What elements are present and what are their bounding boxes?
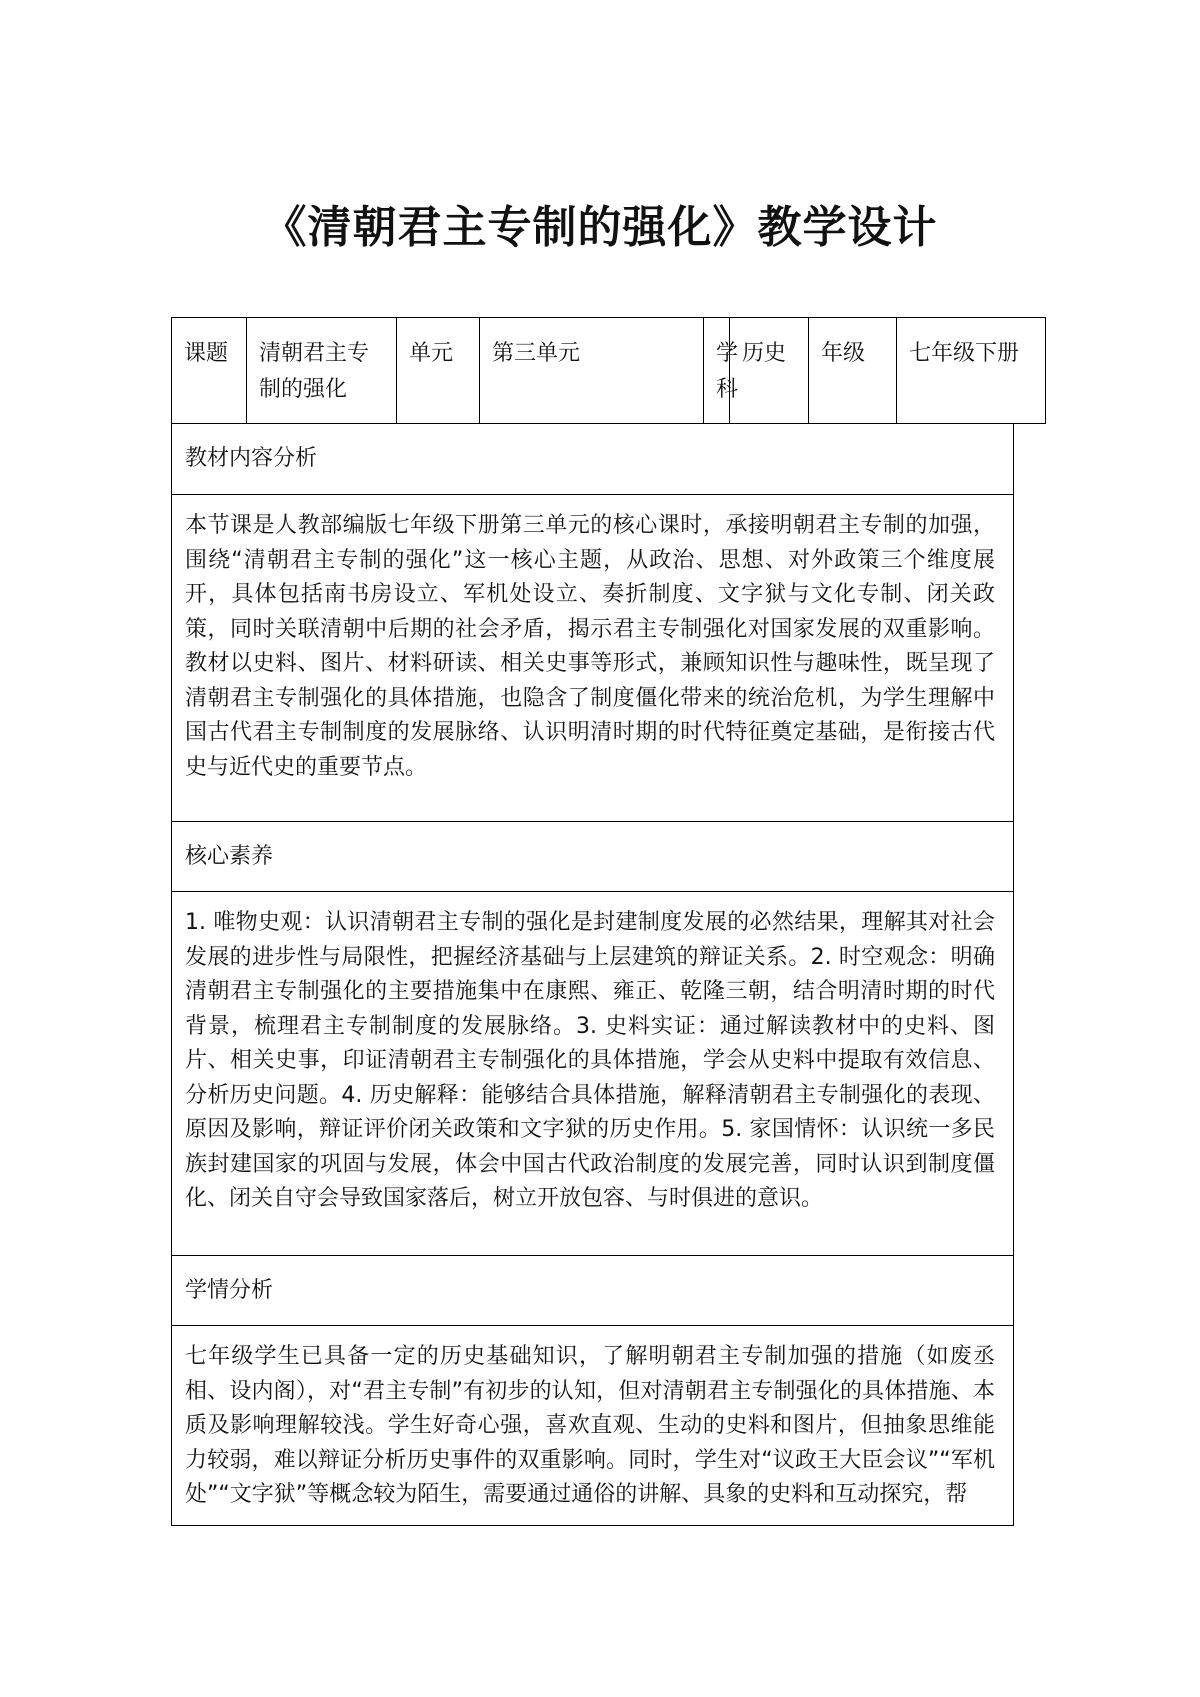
topic-label: 课题 (172, 318, 247, 424)
textbook-analysis-body: 本节课是人教部编版七年级下册第三单元的核心课时，承接明朝君主专制的加强，围绕“清朝君主专制的强化”这一核心主题，从政治、思想、对外政策三个维度展开，具体包括南书房设立、军机处设立、奏折制度、文字狱与文化专制、闭关政策，同时关联清朝中后期的社会矛盾，揭示君主专制强化对国家发展的双重影响。教材以史料、图片、材料研读、相关史事等形式，兼顾知识性与趣味性，既呈现了清朝君主专制强化的具体措施，也隐含了制度僵化带来的统治危机，为学生理解中国古代君主专制制度的发展脉络、认识明清时期的时代特征奠定基础，是衔接古代史与近代史的重要节点。 (171, 495, 1014, 822)
grade-label: 年级 (809, 318, 897, 424)
textbook-analysis-heading: 教材内容分析 (171, 424, 1014, 495)
student-analysis-heading: 学情分析 (171, 1256, 1014, 1326)
lesson-info-table (171, 317, 1046, 424)
unit-label: 单元 (397, 318, 480, 424)
topic-value: 清朝君主专制的强化 (247, 318, 397, 424)
subject-label: 学科 (704, 318, 730, 424)
lesson-info-row (172, 318, 1046, 424)
core-literacy-body: 1. 唯物史观：认识清朝君主专制的强化是封建制度发展的必然结果，理解其对社会发展的进步性与局限性，把握经济基础与上层建筑的辩证关系。2. 时空观念：明确清朝君主专制强化的主要措施集中在康熙、雍正、乾隆三朝，结合明清时期的时代背景，梳理君主专制制度的发展脉络。3. 史料实证：通过解读教材中的史料、图片、相关史事，印证清朝君主专制强化的具体措施，学会从史料中提取有效信息、分析历史问题。4. 历史解释：能够结合具体措施，解释清朝君主专制强化的表现、原因及影响，辩证评价闭关政策和文字狱的历史作用。5. 家国情怀：认识统一多民族封建国家的巩固与发展，体会中国古代政治制度的发展完善，同时认识到制度僵化、闭关自守会导致国家落后，树立开放包容、与时俱进的意识。 (171, 892, 1014, 1256)
student-analysis-body: 七年级学生已具备一定的历史基础知识，了解明朝君主专制加强的措施（如废丞相、设内阁），对“君主专制”有初步的认知，但对清朝君主专制强化的具体措施、本质及影响理解较浅。学生好奇心强，喜欢直观、生动的史料和图片，但抽象思维能力较弱，难以辩证分析历史事件的双重影响。同时，学生对“议政王大臣会议”“军机处”“文字狱”等概念较为陌生，需要通过通俗的讲解、具象的史料和互动探究，帮 (171, 1326, 1014, 1526)
subject-value: 历史 (730, 318, 809, 424)
core-literacy-heading: 核心素养 (171, 822, 1014, 892)
grade-value: 七年级下册 (897, 318, 1046, 424)
unit-value: 第三单元 (480, 318, 704, 424)
document-title: 《清朝君主专制的强化》教学设计 (262, 202, 938, 253)
